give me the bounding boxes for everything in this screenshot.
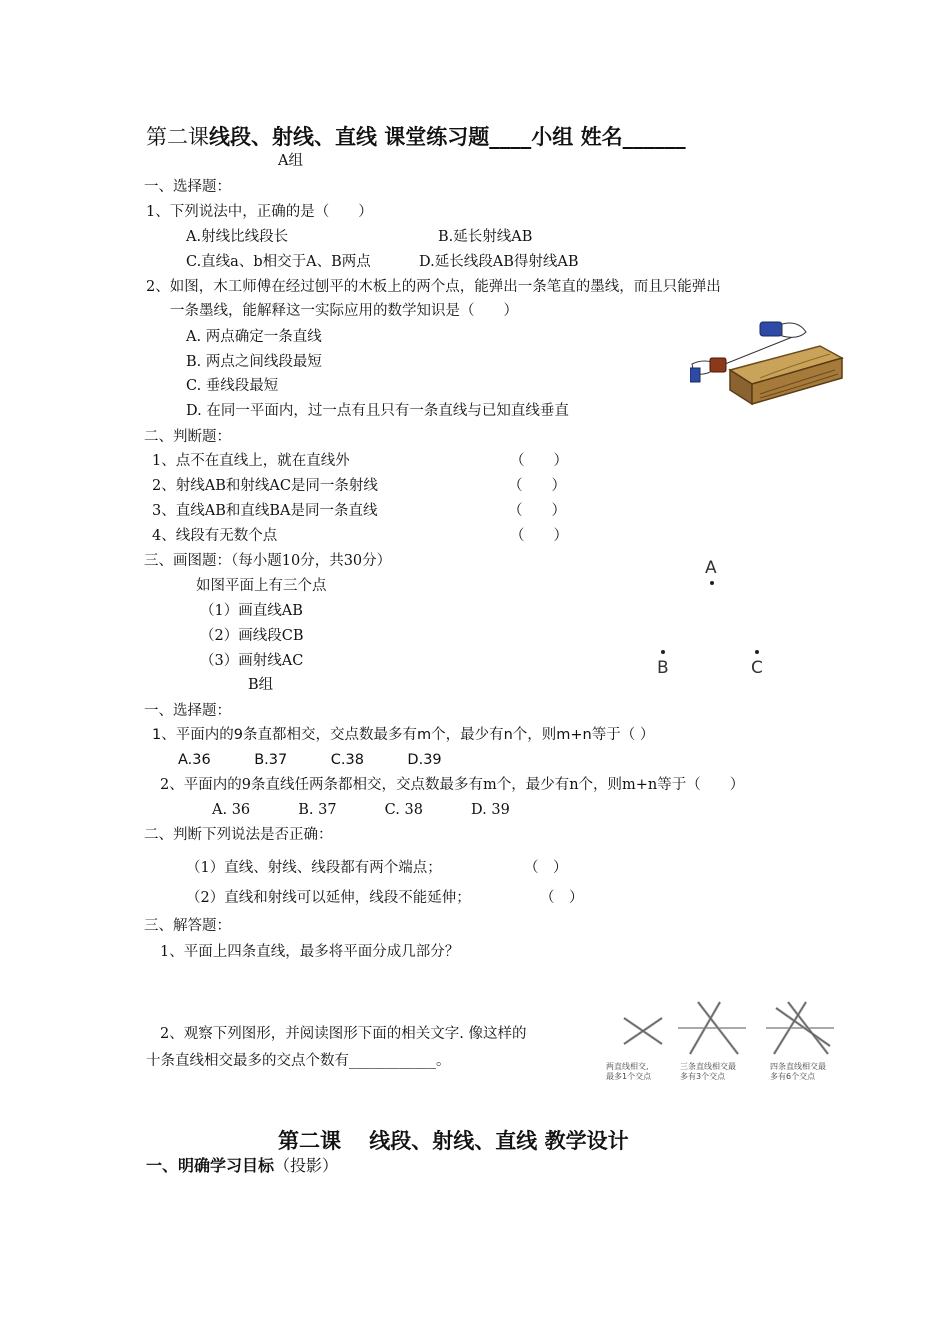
a-choice-heading: 一、选择题： [144, 179, 231, 195]
design-section-1 [146, 1157, 338, 1175]
a-q1-option-d: D.延长线段AB得射线AB [419, 254, 579, 270]
point-c-dot [755, 650, 759, 654]
a-draw-2: （2）画线段CB [200, 628, 304, 644]
a-judge-3: 3、直线AB和直线BA是同一条直线 [152, 503, 378, 519]
design-section-1-title: 一、明确学习目标 [146, 1156, 275, 1175]
fig-caption-2 [680, 1062, 736, 1082]
fig-caption-3-line1: 四条直线相交最 [770, 1062, 826, 1071]
a-judge-3-paren: （ ） [508, 503, 566, 519]
fig-caption-2-line1: 三条直线相交最 [680, 1062, 736, 1071]
fig-caption-2-line2: 多有3个交点 [680, 1072, 726, 1081]
group-a-label: A组 [278, 153, 303, 169]
a-q2-option-c: C. 垂线段最短 [186, 378, 279, 394]
fig-caption-3 [770, 1062, 826, 1082]
design-section-1-note: （投影） [274, 1156, 339, 1175]
b-q1: 1、平面内的9条直都相交，交点数最多有m个，最少有n个，则m+n等于（ ） [152, 727, 655, 743]
four-lines-figure [764, 1000, 836, 1056]
a-judge-4: 4、线段有无数个点 [152, 528, 278, 544]
b-judge-2-paren: （ ） [540, 890, 584, 906]
fig-caption-3-line2: 多有6个交点 [770, 1072, 816, 1081]
b-q1-options: A.36 B.37 C.38 D.39 [178, 752, 442, 768]
a-q2-option-a: A. 两点确定一条直线 [186, 329, 322, 345]
b-answer-2-line2: 十条直线相交最多的交点个数有____________。 [146, 1053, 451, 1069]
a-q2-line2: 一条墨线，能解释这一实际应用的数学知识是（ ） [170, 303, 518, 319]
a-q2-line1: 2、如图，木工师傅在经过刨平的木板上的两个点，能弹出一条笔直的墨线，而且只能弹出 [146, 279, 721, 295]
a-q1-option-b: B.延长射线AB [438, 229, 533, 245]
design-title: 第二课 线段、射线、直线 教学设计 [278, 1128, 629, 1153]
title-prefix: 第二课 [146, 125, 209, 149]
point-a-label: A [705, 558, 717, 578]
b-judge-heading: 二、判断下列说法是否正确： [144, 827, 333, 843]
b-answer-heading: 三、解答题： [144, 918, 231, 934]
point-a-dot [710, 581, 714, 585]
a-judge-2: 2、射线AB和射线AC是同一条射线 [152, 478, 378, 494]
b-answer-1: 1、平面上四条直线，最多将平面分成几部分？ [160, 944, 460, 960]
group-b-label: B组 [248, 677, 274, 693]
worksheet-title [146, 124, 686, 150]
a-judge-2-paren: （ ） [508, 478, 566, 494]
b-q2: 2、平面内的9条直线任两条都相交，交点数最多有m个，最少有n个，则m+n等于（ ） [160, 777, 745, 793]
point-c-label: C [751, 658, 763, 678]
a-draw-3: （3）画射线AC [200, 653, 304, 669]
b-judge-1: （1）直线、射线、线段都有两个端点； [186, 860, 442, 876]
b-answer-2-line1: 2、观察下列图形，并阅读图形下面的相关文字. 像这样的 [160, 1026, 527, 1042]
a-draw-intro: 如图平面上有三个点 [196, 578, 327, 594]
point-b-dot [661, 650, 665, 654]
three-lines-figure [676, 1000, 748, 1056]
a-q2-option-d: D. 在同一平面内，过一点有且只有一条直线与已知直线垂直 [186, 403, 569, 419]
fig-caption-1-line2: 最多1个交点 [606, 1072, 652, 1081]
a-q1-option-c: C.直线a、b相交于A、B两点 [186, 254, 371, 270]
a-q1-option-a: A.射线比线段长 [186, 229, 289, 245]
a-judge-4-paren: （ ） [510, 528, 568, 544]
a-judge-1: 1、点不在直线上，就在直线外 [152, 453, 350, 469]
b-choice-heading: 一、选择题： [144, 703, 231, 719]
a-q1: 1、下列说法中，正确的是（ ） [146, 204, 373, 220]
point-b-label: B [657, 658, 669, 678]
b-judge-1-paren: （ ） [524, 860, 568, 876]
a-judge-1-paren: （ ） [510, 453, 568, 469]
fig-caption-1-line1: 两直线相交, [606, 1062, 649, 1071]
two-lines-figure [618, 1008, 668, 1054]
a-judge-heading: 二、判断题： [144, 429, 231, 445]
a-q2-option-b: B. 两点之间线段最短 [186, 354, 322, 370]
b-q2-options: A. 36 B. 37 C. 38 D. 39 [212, 802, 510, 818]
title-main: 线段、射线、直线 课堂练习题____小组 姓名______ [209, 124, 686, 149]
b-judge-2: （2）直线和射线可以延伸，线段不能延伸； [186, 890, 471, 906]
a-draw-heading: 三、画图题：（每小题10分，共30分） [144, 553, 392, 569]
carpenter-board-illustration [690, 318, 845, 410]
fig-caption-1 [606, 1062, 651, 1082]
a-draw-1: （1）画直线AB [200, 603, 303, 619]
